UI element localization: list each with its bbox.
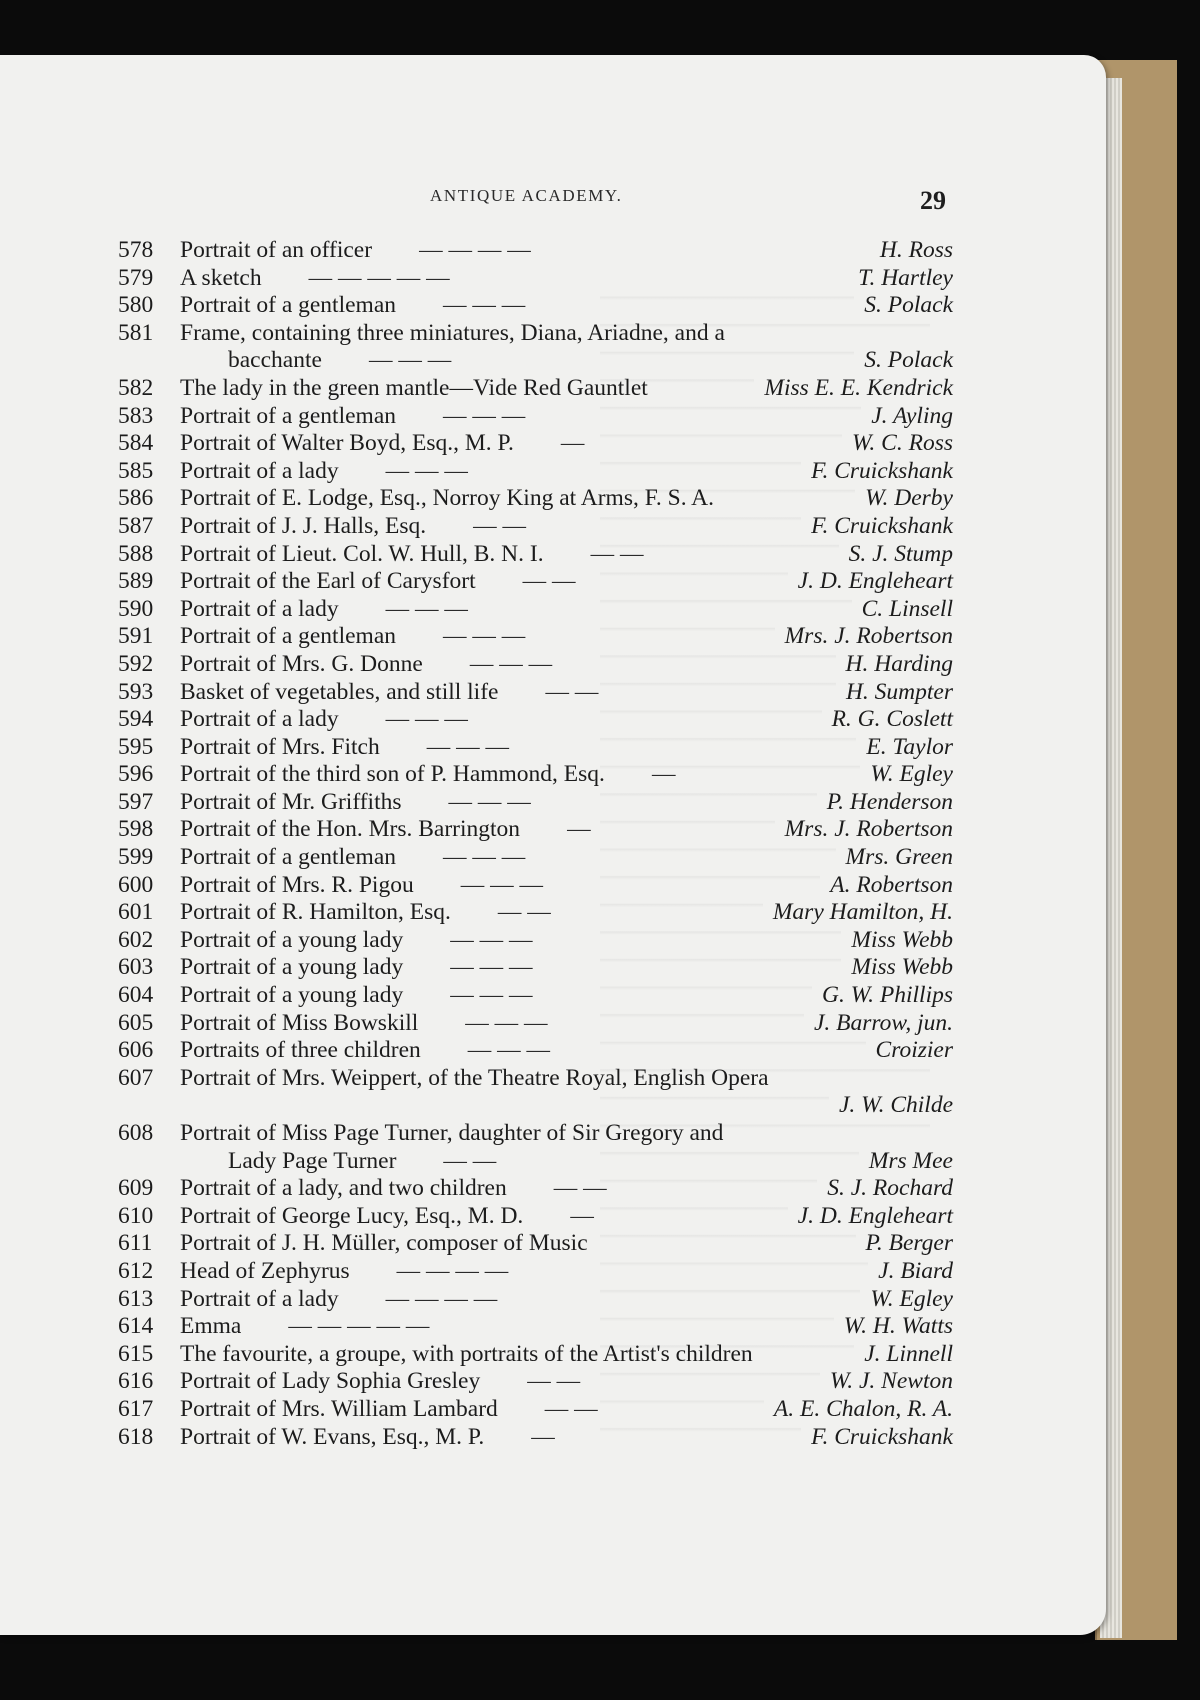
leader-dashes: — — — — [368, 347, 452, 374]
entry-title-text: Portrait of Miss Bowskill — [180, 1009, 419, 1036]
entry-title — [180, 1258, 953, 1286]
entry-number: 611 — [118, 1230, 153, 1257]
entry-title-text: The lady in the green mantle—Vide Red Gauntlet — [180, 374, 648, 401]
catalogue-entry — [118, 872, 953, 900]
catalogue-entry — [118, 761, 953, 789]
leader-dashes: — — — — [460, 871, 543, 898]
entry-artist: C. Linsell — [852, 596, 953, 624]
leader-dashes: — — — — [385, 706, 468, 733]
catalogue-entry — [118, 596, 953, 624]
leader-dashes: — — [531, 1423, 555, 1450]
entry-artist: H. Ross — [870, 237, 953, 265]
catalogue-entry — [118, 1230, 953, 1258]
entry-title-text: Portrait of Mrs. Weippert, of the Theatre Royal, English Opera — [180, 1064, 769, 1091]
entry-number: 595 — [118, 733, 154, 760]
entry-title — [180, 292, 953, 320]
entry-title-text: Portrait of J. J. Halls, Esq. — [180, 512, 427, 539]
entry-title — [228, 1148, 953, 1176]
entry-number: 609 — [118, 1175, 154, 1202]
entry-number: 610 — [118, 1202, 154, 1229]
entry-title-text: Portrait of Lady Sophia Gresley — [180, 1368, 481, 1395]
entry-number: 614 — [118, 1313, 154, 1340]
entry-title-text: Basket of vegetables, and still life — [180, 678, 499, 705]
catalogue-entry — [118, 899, 953, 927]
entry-title — [180, 927, 953, 955]
entry-artist: R. G. Coslett — [822, 706, 953, 734]
leader-dashes: — — — — [450, 954, 533, 981]
leader-dashes: — — — — [426, 733, 509, 760]
entry-title-text: Portrait of George Lucy, Esq., M. D. — [180, 1202, 524, 1229]
catalogue-entry — [118, 1286, 953, 1314]
entry-number: 579 — [118, 264, 154, 291]
leader-dashes: — — [560, 430, 585, 457]
leader-dashes: — — — [473, 512, 526, 539]
leader-dashes: — — — [590, 540, 644, 567]
entry-title — [180, 541, 953, 569]
leader-dashes: — — — [527, 1368, 581, 1395]
catalogue-entry — [118, 1175, 953, 1203]
entry-title-text: Portrait of a young lady — [180, 982, 404, 1009]
running-head: ANTIQUE ACADEMY. — [430, 186, 623, 205]
leader-dashes: — — — [544, 1395, 598, 1422]
catalogue-entry — [118, 1120, 953, 1148]
leader-dashes: — — — — — [419, 237, 531, 263]
entry-title-text: Portrait of a gentleman — [180, 844, 396, 871]
entry-title-text: Portrait of a young lady — [180, 954, 404, 981]
entry-artist: W. Egley — [860, 1286, 953, 1314]
catalogue-entry — [118, 982, 953, 1010]
entry-artist: F. Cruickshank — [801, 1424, 953, 1452]
entry-number: 597 — [118, 788, 154, 815]
entry-title-text: Portrait of a gentleman — [180, 292, 396, 319]
entry-number: 587 — [118, 512, 154, 539]
catalogue-entry — [118, 816, 953, 844]
entry-number: 585 — [118, 457, 154, 484]
entry-number: 613 — [118, 1285, 154, 1312]
entry-number: 598 — [118, 816, 154, 843]
entry-number: 592 — [118, 650, 154, 677]
entry-title — [180, 954, 953, 982]
entry-title-text: Portrait of Mrs. R. Pigou — [180, 871, 414, 898]
entry-title-text: Portrait of the Hon. Mrs. Barrington — [180, 816, 521, 843]
catalogue-entry — [118, 1037, 953, 1065]
catalogue-entry — [118, 1313, 953, 1341]
entry-number: 615 — [118, 1340, 154, 1367]
entry-title-text: Portrait of J. H. Müller, composer of Music — [180, 1230, 588, 1257]
entry-title-text: Lady Page Turner — [228, 1147, 397, 1174]
catalogue-entry — [118, 568, 953, 596]
leader-dashes: — — — [522, 568, 576, 595]
leader-dashes: — — — [553, 1175, 607, 1202]
catalogue-entry — [118, 734, 953, 762]
leader-dashes: — — [570, 1202, 594, 1229]
entry-title — [180, 265, 953, 293]
entry-title-text: Portrait of a gentleman — [180, 623, 396, 650]
leader-dashes: — — — — — — [288, 1313, 430, 1340]
entry-number: 606 — [118, 1037, 154, 1064]
entry-artist: A. E. Chalon, R. A. — [764, 1396, 953, 1424]
entry-number: 582 — [118, 374, 154, 401]
entry-artist: J. D. Engleheart — [788, 568, 953, 596]
catalogue-entry — [118, 1424, 953, 1452]
entry-number: 596 — [118, 761, 154, 788]
entry-artist: Mary Hamilton, H. — [763, 899, 953, 927]
catalogue-entry — [118, 651, 953, 679]
entry-number: 617 — [118, 1395, 154, 1422]
entry-number: 602 — [118, 926, 154, 953]
entry-title-text: Head of Zephyrus — [180, 1257, 350, 1284]
entry-title-text: Portrait of an officer — [180, 237, 373, 263]
entry-artist: P. Henderson — [817, 789, 953, 817]
catalogue-entry — [118, 485, 953, 513]
entry-title-text: Portrait of E. Lodge, Esq., Norroy King at Arms, F. S. A. — [180, 485, 715, 512]
entry-number: 586 — [118, 485, 154, 512]
entry-number: 618 — [118, 1423, 154, 1450]
entry-number: 600 — [118, 871, 154, 898]
entry-title-text: Portrait of a lady — [180, 457, 339, 484]
leader-dashes: — — — — [465, 1009, 548, 1036]
entry-number: 603 — [118, 954, 154, 981]
catalogue-entry — [118, 458, 953, 486]
entry-title-text: Portrait of a lady — [180, 595, 339, 622]
entry-artist: Miss Webb — [841, 927, 953, 955]
entry-title — [180, 485, 953, 513]
entry-number: 583 — [118, 402, 154, 429]
entry-number: 580 — [118, 292, 154, 319]
leader-dashes: — — — — [450, 982, 533, 1009]
entry-title-text: Portrait of a lady — [180, 706, 339, 733]
entry-title-text: Portrait of R. Hamilton, Esq. — [180, 899, 451, 926]
catalogue-entry — [118, 347, 953, 375]
entry-artist: J. Biard — [868, 1258, 953, 1286]
leader-dashes: — — — — — [396, 1257, 509, 1284]
entry-number: 604 — [118, 982, 154, 1009]
entry-number: 599 — [118, 844, 154, 871]
entry-artist: Miss Webb — [841, 954, 953, 982]
leader-dashes: — — — — [385, 457, 468, 484]
catalogue-entry — [118, 430, 953, 458]
entry-artist: F. Cruickshank — [801, 458, 953, 486]
catalogue-entry — [118, 1368, 953, 1396]
entry-artist: S. J. Stump — [839, 541, 953, 569]
catalogue-entry — [118, 513, 953, 541]
catalogue-entry — [118, 1203, 953, 1231]
entry-artist: T. Hartley — [848, 265, 953, 293]
catalogue-entry — [118, 237, 953, 265]
entry-title — [180, 237, 953, 265]
catalogue-entry — [118, 1092, 953, 1120]
entry-artist: H. Sumpter — [836, 679, 953, 707]
leader-dashes: — — — — [443, 402, 526, 429]
entry-number: 605 — [118, 1009, 154, 1036]
entry-artist: S. Polack — [854, 292, 953, 320]
catalogue-entry — [118, 403, 953, 431]
entry-title-text: Portrait of Mr. Griffiths — [180, 788, 402, 815]
entry-number: 590 — [118, 595, 154, 622]
catalogue-entry — [118, 292, 953, 320]
leader-dashes: — — — — [443, 292, 526, 319]
entry-title — [180, 1120, 953, 1148]
entry-title-text: Portrait of Lieut. Col. W. Hull, B. N. I. — [180, 540, 544, 567]
entry-title-text: Portrait of Mrs. G. Donne — [180, 650, 423, 677]
catalogue-entry — [118, 954, 953, 982]
leader-dashes: — — — — — [385, 1285, 498, 1312]
leader-dashes: — — — — [469, 650, 553, 677]
entry-title-text: Portrait of Mrs. William Lambard — [180, 1395, 498, 1422]
entry-title — [180, 1037, 953, 1065]
entry-title — [180, 403, 953, 431]
entry-artist: W. Derby — [855, 485, 953, 513]
entry-title — [180, 1341, 953, 1369]
leader-dashes: — — — — [443, 844, 526, 871]
entry-title — [180, 761, 953, 789]
entry-number: 607 — [118, 1064, 154, 1091]
entry-title — [180, 734, 953, 762]
entry-title-text: bacchante — [228, 347, 322, 374]
entry-title-text: Portrait of a lady, and two children — [180, 1175, 507, 1202]
catalogue-entry — [118, 1065, 953, 1093]
leader-dashes: — — — — [450, 926, 533, 953]
leader-dashes: — — [651, 761, 676, 788]
entry-artist: W. Egley — [860, 761, 953, 789]
entry-number: 593 — [118, 678, 154, 705]
entry-artist: J. D. Engleheart — [788, 1203, 953, 1231]
entry-artist: S. J. Rochard — [817, 1175, 953, 1203]
entry-artist: Mrs Mee — [859, 1148, 953, 1176]
page-number: 29 — [920, 186, 946, 215]
entry-artist: J. W. Childe — [829, 1092, 953, 1120]
catalogue-entry — [118, 927, 953, 955]
leader-dashes: — — — — — — [308, 264, 450, 291]
entry-title-text: Portrait of W. Evans, Esq., M. P. — [180, 1423, 485, 1450]
entry-artist: G. W. Phillips — [812, 982, 953, 1010]
entry-number: 578 — [118, 237, 154, 263]
entry-number: 589 — [118, 568, 154, 595]
entry-artist: E. Taylor — [856, 734, 953, 762]
entry-title — [228, 347, 953, 375]
entry-artist: Mrs. J. Robertson — [775, 623, 953, 651]
entry-number: 594 — [118, 706, 154, 733]
entry-title-text: Portrait of the third son of P. Hammond, Esq. — [180, 761, 605, 788]
entry-number: 601 — [118, 899, 154, 926]
catalogue-entry — [118, 320, 953, 348]
entry-number: 612 — [118, 1257, 154, 1284]
catalogue-entry — [118, 1010, 953, 1038]
entry-title — [180, 430, 953, 458]
catalogue-entry — [118, 623, 953, 651]
catalogue-entry — [118, 1341, 953, 1369]
entry-number: 616 — [118, 1368, 154, 1395]
entry-title — [180, 1286, 953, 1314]
entry-artist: H. Harding — [836, 651, 954, 679]
entry-artist: J. Ayling — [861, 403, 953, 431]
entry-title — [180, 320, 953, 348]
leader-dashes: — — — — [385, 595, 468, 622]
entry-artist: Mrs. J. Robertson — [775, 816, 953, 844]
catalogue-entry — [118, 541, 953, 569]
catalogue-entry — [118, 375, 953, 403]
entry-title-text: Portrait of Miss Page Turner, daughter of Sir Gregory and — [180, 1120, 724, 1146]
entry-title-text: Emma — [180, 1313, 242, 1340]
entry-artist: W. J. Newton — [820, 1368, 953, 1396]
entry-title — [180, 1230, 953, 1258]
entry-artist: S. Polack — [854, 347, 953, 375]
catalogue-entry — [118, 789, 953, 817]
catalogue-entry — [118, 1396, 953, 1424]
entry-number: 584 — [118, 430, 154, 457]
entry-title-text: Portraits of three children — [180, 1037, 421, 1064]
entry-artist: W. C. Ross — [842, 430, 953, 458]
entry-number: 591 — [118, 623, 154, 650]
entry-title-text: Frame, containing three miniatures, Diana, Ariadne, and a — [180, 319, 725, 346]
leader-dashes: — — — [443, 1147, 497, 1174]
catalogue-entry — [118, 844, 953, 872]
leader-dashes: — — — — [467, 1037, 551, 1064]
entry-number: 581 — [118, 319, 154, 346]
entry-artist: A. Robertson — [820, 872, 953, 900]
entry-artist: P. Berger — [856, 1230, 953, 1258]
catalogue-entry — [118, 1258, 953, 1286]
entry-artist: W. H. Watts — [834, 1313, 953, 1341]
catalogue-entry — [118, 265, 953, 293]
entry-number: 588 — [118, 540, 154, 567]
entry-title-text: Portrait of a lady — [180, 1285, 339, 1312]
entry-title-text: Portrait of Walter Boyd, Esq., M. P. — [180, 430, 514, 457]
entry-title-text: A sketch — [180, 264, 262, 291]
leader-dashes: — — — — [443, 623, 526, 650]
entry-artist: J. Linnell — [854, 1341, 953, 1369]
entry-title-text: The favourite, a groupe, with portraits of the Artist's children — [180, 1340, 753, 1367]
leader-dashes: — — — [545, 678, 599, 705]
entry-artist: Mrs. Green — [836, 844, 953, 872]
catalogue-entry — [118, 1148, 953, 1176]
entry-title — [180, 596, 953, 624]
entry-artist: Miss E. E. Kendrick — [754, 375, 953, 403]
entry-number: 608 — [118, 1120, 154, 1146]
entry-title-text: Portrait of the Earl of Carysfort — [180, 568, 476, 595]
leader-dashes: — — — — [448, 788, 531, 815]
leader-dashes: — — [567, 816, 591, 843]
entry-artist: J. Barrow, jun. — [804, 1010, 953, 1038]
entry-artist: Croizier — [866, 1037, 953, 1065]
entry-title-text: Portrait of a young lady — [180, 926, 404, 953]
catalogue-entry — [118, 706, 953, 734]
entry-title — [180, 1065, 953, 1093]
catalogue-entry — [118, 679, 953, 707]
catalogue-entries — [118, 237, 953, 1451]
leader-dashes: — — — [497, 899, 551, 926]
entry-title-text: Portrait of a gentleman — [180, 402, 396, 429]
entry-title-text: Portrait of Mrs. Fitch — [180, 733, 380, 760]
entry-artist: F. Cruickshank — [801, 513, 953, 541]
